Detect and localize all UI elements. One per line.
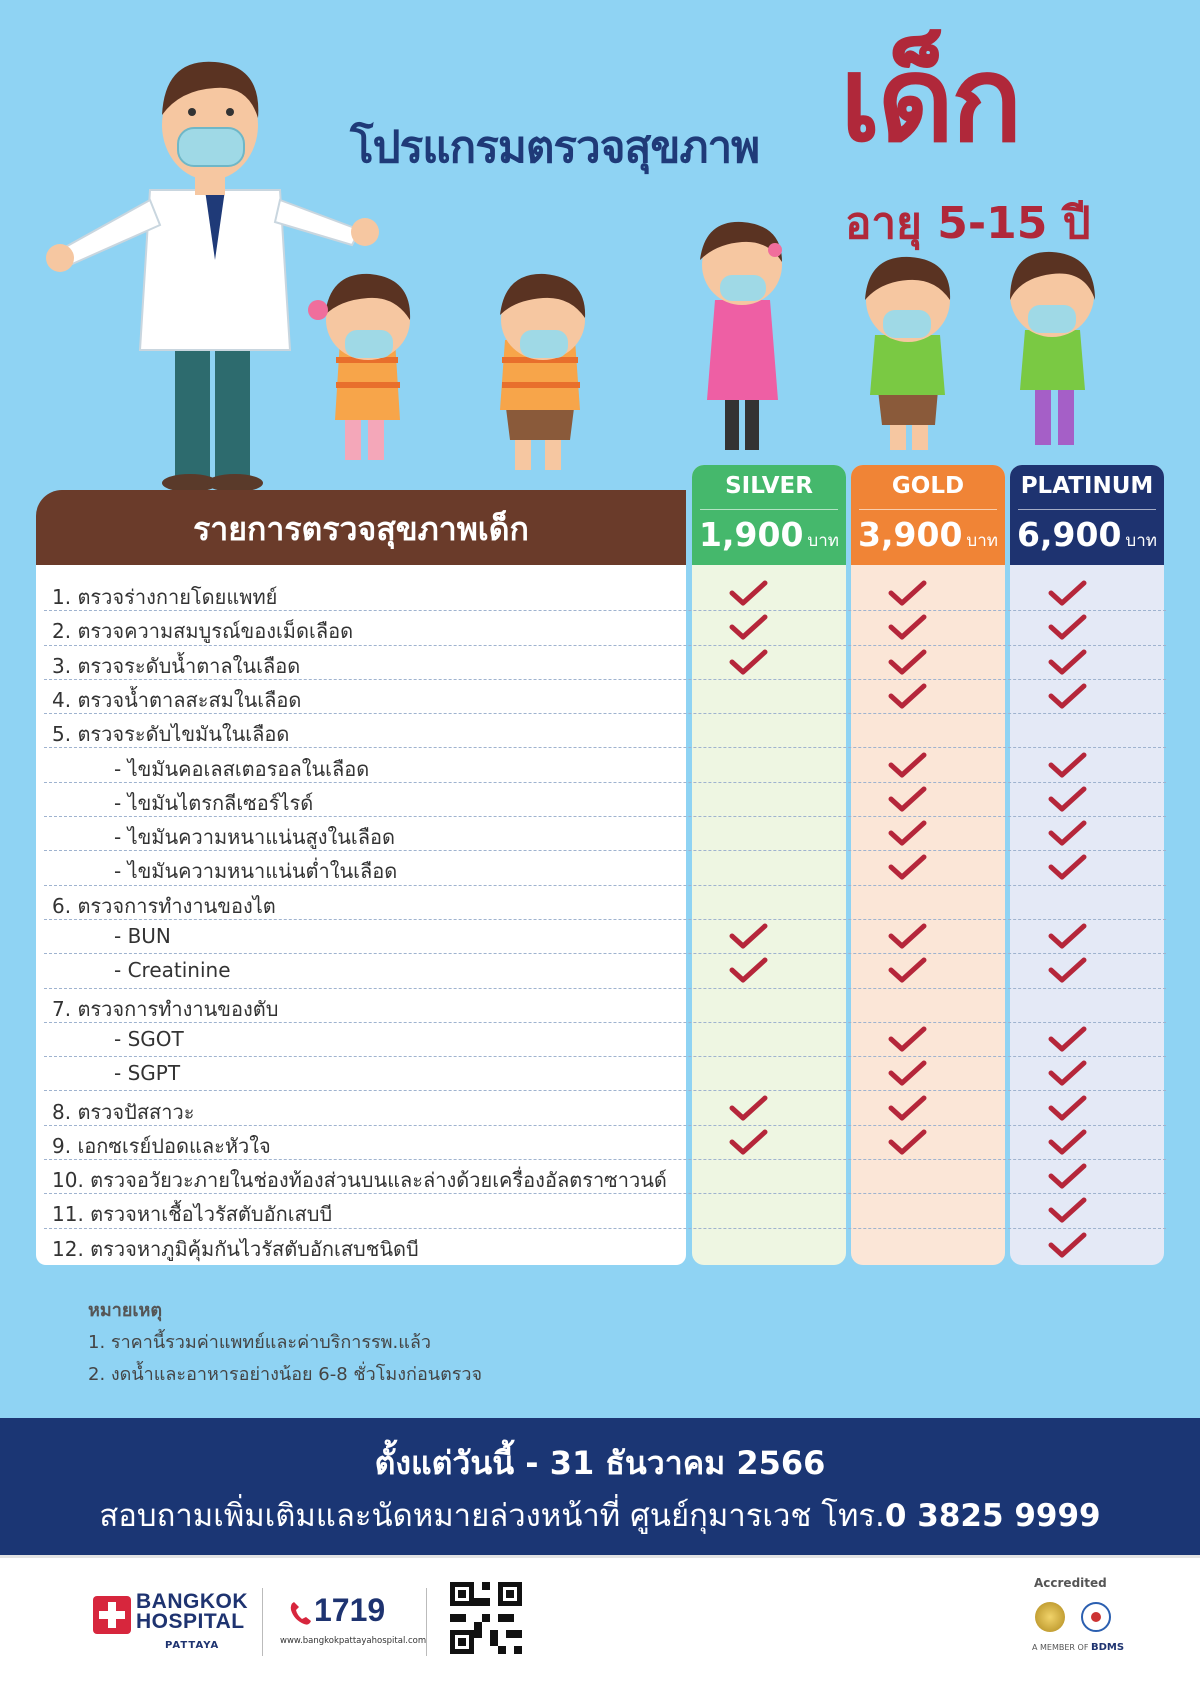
- table-row: [36, 1126, 1166, 1160]
- item-label: 3. ตรวจระดับน้ำตาลในเลือด: [52, 653, 301, 678]
- checkmark-icon: [1046, 752, 1088, 780]
- checkmark-icon: [727, 580, 769, 608]
- price-value: 1,900: [699, 515, 804, 554]
- table-header: [36, 490, 686, 565]
- checkmark-icon: [886, 1095, 928, 1123]
- table-row: [36, 611, 1166, 645]
- price-unit: บาท: [807, 531, 839, 551]
- page-title: โปรแกรมตรวจสุขภาพ: [350, 122, 760, 173]
- item-label: - SGPT: [114, 1061, 181, 1086]
- notes: [88, 1295, 482, 1388]
- member-of-text: [1032, 1642, 1124, 1653]
- divider: [1018, 509, 1156, 510]
- checkmark-icon: [886, 957, 928, 985]
- girl-figure-right: [1010, 252, 1095, 445]
- checkmark-icon: [1046, 683, 1088, 711]
- promo-banner: [0, 1418, 1200, 1555]
- boy-figure-left: [500, 274, 585, 470]
- item-label: - ไขมันคอเลสเตอรอลในเลือด: [114, 756, 370, 781]
- item-label: 10. ตรวจอวัยวะภายในช่องท้องส่วนบนและล่างด้วยเครื่องอัลตราซาวนด์: [52, 1168, 667, 1193]
- hospital-logo-icon: [93, 1596, 131, 1634]
- checkmark-icon: [1046, 854, 1088, 882]
- checkmark-icon: [1046, 957, 1088, 985]
- member-name: BDMS: [1090, 1642, 1125, 1653]
- item-label: - Creatinine: [114, 958, 231, 983]
- table-row: [36, 714, 1166, 748]
- divider: [859, 509, 997, 510]
- checkmark-icon: [1046, 820, 1088, 848]
- package-name: SILVER: [725, 473, 813, 499]
- checkmark-icon: [1046, 1060, 1088, 1088]
- price-value: 6,900: [1017, 515, 1122, 554]
- checkmark-icon: [727, 1095, 769, 1123]
- logo-subtitle: PATTAYA: [165, 1640, 220, 1651]
- member-prefix: A MEMBER OF: [1032, 1643, 1089, 1652]
- contact-phone: 0 3825 9999: [884, 1498, 1101, 1534]
- checkmark-icon: [1046, 580, 1088, 608]
- contact-text: สอบถามเพิ่มเติมและนัดหมายล่วงหน้าที่ ศูนย์กุมารเวช โทร.: [99, 1498, 885, 1534]
- item-label: - SGOT: [114, 1026, 184, 1051]
- checkmark-icon: [1046, 1163, 1088, 1191]
- package-name: GOLD: [891, 473, 965, 499]
- website-link[interactable]: www.bangkokpattayahospital.com: [280, 1636, 427, 1646]
- checkmark-icon: [886, 923, 928, 951]
- checkmark-icon: [886, 649, 928, 677]
- table-row: [36, 1194, 1166, 1228]
- item-label: - BUN: [114, 924, 171, 948]
- price-unit: บาท: [1125, 531, 1157, 551]
- package-header-gold: [851, 465, 1005, 565]
- age-range: อายุ 5-15 ปี: [845, 198, 1091, 249]
- checkmark-icon: [886, 752, 928, 780]
- table-row: [36, 954, 1166, 988]
- checkmark-icon: [727, 1129, 769, 1157]
- checkmark-icon: [886, 854, 928, 882]
- checkmark-icon: [1046, 1129, 1088, 1157]
- checkmark-icon: [727, 649, 769, 677]
- checkmark-icon: [1046, 1197, 1088, 1225]
- checkmark-icon: [1046, 1026, 1088, 1054]
- item-label: 9. เอกซเรย์ปอดและหัวใจ: [52, 1133, 271, 1158]
- checkmark-icon: [1046, 786, 1088, 814]
- table-header-title: รายการตรวจสุขภาพเด็ก: [193, 510, 529, 548]
- page-title-highlight: เด็ก: [840, 30, 1020, 168]
- item-label: 11. ตรวจหาเชื้อไวรัสตับอักเสบบี: [52, 1202, 333, 1227]
- divider: [262, 1588, 263, 1656]
- girl-figure-left: [308, 274, 410, 460]
- item-label: 4. ตรวจน้ำตาลสะสมในเลือด: [52, 687, 302, 712]
- package-header-platinum: [1010, 465, 1164, 565]
- table-row: [36, 577, 1166, 611]
- item-label: 6. ตรวจการทำงานของไต: [52, 893, 276, 918]
- hotline-number[interactable]: 1719: [314, 1592, 386, 1628]
- note-line: 1. ราคานี้รวมค่าแพทย์และค่าบริการรพ.แล้ว: [88, 1332, 432, 1353]
- accredited-label: Accredited: [1034, 1576, 1107, 1590]
- checkmark-icon: [727, 923, 769, 951]
- table-row: [36, 1092, 1166, 1126]
- table-row: [36, 886, 1166, 920]
- phone-icon: [290, 1600, 312, 1626]
- table-row: [36, 749, 1166, 783]
- checkmark-icon: [1046, 923, 1088, 951]
- checkmark-icon: [1046, 1232, 1088, 1260]
- table-row: [36, 851, 1166, 885]
- checkmark-icon: [1046, 1095, 1088, 1123]
- accreditation-badge-icon: [1081, 1602, 1111, 1632]
- table-row: [36, 1160, 1166, 1194]
- price-value: 3,900: [858, 515, 963, 554]
- qr-code-icon[interactable]: [450, 1582, 522, 1654]
- item-label: 12. ตรวจหาภูมิคุ้มกันไวรัสตับอักเสบชนิดบี: [52, 1236, 419, 1261]
- table-row: [36, 680, 1166, 714]
- checkmark-icon: [886, 820, 928, 848]
- item-label: - ไขมันความหนาแน่นสูงในเลือด: [114, 825, 396, 850]
- table-row: [36, 1229, 1166, 1263]
- logo-line: HOSPITAL: [136, 1610, 245, 1633]
- item-label: 7. ตรวจการทำงานของตับ: [52, 996, 279, 1021]
- table-row: [36, 1057, 1166, 1091]
- checkmark-icon: [727, 614, 769, 642]
- divider: [426, 1588, 427, 1656]
- checkmark-icon: [1046, 614, 1088, 642]
- item-label: - ไขมันไตรกลีเซอร์ไรด์: [114, 790, 314, 815]
- checkmark-icon: [727, 957, 769, 985]
- checkmark-icon: [886, 614, 928, 642]
- table-row: [36, 1023, 1166, 1057]
- checkmark-icon: [886, 580, 928, 608]
- item-label: 1. ตรวจร่างกายโดยแพทย์: [52, 585, 278, 609]
- accreditation-seal-icon: [1035, 1602, 1065, 1632]
- item-label: - ไขมันความหนาแน่นต่ำในเลือด: [114, 859, 398, 884]
- package-price: [692, 515, 846, 554]
- package-header-silver: [692, 465, 846, 565]
- logo-line: BANGKOK: [136, 1590, 248, 1613]
- divider: [700, 509, 838, 510]
- checkmark-icon: [886, 1060, 928, 1088]
- checkmark-icon: [886, 1026, 928, 1054]
- girl-figure-pink: [700, 222, 782, 450]
- checkmark-icon: [886, 683, 928, 711]
- hospital-logo-text: [136, 1592, 248, 1632]
- package-price: [851, 515, 1005, 554]
- item-label: 2. ตรวจความสมบูรณ์ของเม็ดเลือด: [52, 619, 354, 644]
- notes-title: หมายเหตุ: [88, 1300, 163, 1321]
- contact-line: [0, 1490, 1200, 1540]
- package-price: [1010, 515, 1164, 554]
- table-row: [36, 920, 1166, 954]
- package-name: PLATINUM: [1020, 473, 1154, 499]
- price-unit: บาท: [966, 531, 998, 551]
- boy-figure-green: [865, 257, 950, 450]
- item-label: 8. ตรวจปัสสาวะ: [52, 1099, 195, 1124]
- table-row: [36, 989, 1166, 1023]
- table-row: [36, 783, 1166, 817]
- doctor-figure: [46, 62, 379, 492]
- table-row: [36, 646, 1166, 680]
- item-label: 5. ตรวจระดับไขมันในเลือด: [52, 722, 290, 747]
- checkmark-icon: [886, 786, 928, 814]
- table-row: [36, 817, 1166, 851]
- checkmark-icon: [886, 1129, 928, 1157]
- note-line: 2. งดน้ำและอาหารอย่างน้อย 6-8 ชั่วโมงก่อนตรวจ: [88, 1364, 483, 1385]
- promo-period: ตั้งแต่วันนี้ - 31 ธันวาคม 2566: [374, 1444, 826, 1482]
- checkmark-icon: [1046, 649, 1088, 677]
- footer: [0, 1555, 1200, 1693]
